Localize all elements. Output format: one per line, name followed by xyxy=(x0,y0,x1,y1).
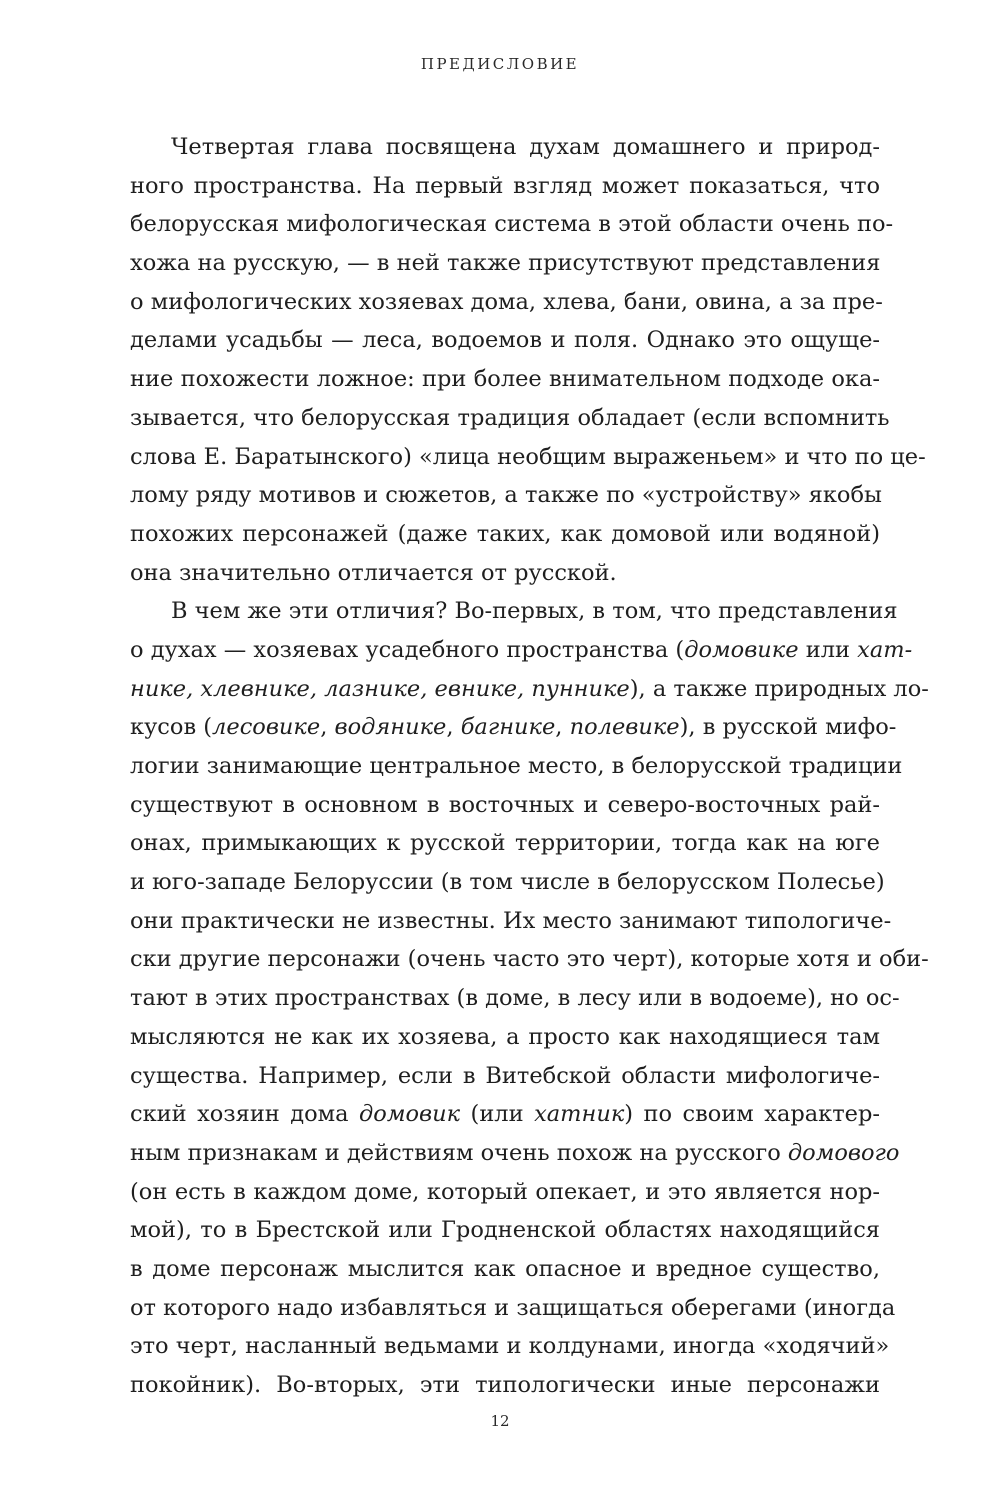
text-run: онах, примыкающих к русской территории, тогда как на юге xyxy=(130,830,880,857)
text-run: белорусская мифологическая система в этой области очень по- xyxy=(130,211,894,238)
text-line xyxy=(130,1057,880,1096)
text-run: существа. Например, если в Витебской области мифологиче- xyxy=(130,1062,880,1089)
italic-term: хат- xyxy=(857,636,913,663)
text-line xyxy=(130,1327,890,1366)
text-line xyxy=(130,940,929,979)
text-line xyxy=(130,167,880,206)
text-line xyxy=(130,399,890,438)
text-run: Четвертая глава посвящена духам домашнего и природ- xyxy=(171,134,880,160)
text-line xyxy=(130,1018,880,1057)
text-line xyxy=(130,786,880,825)
text-run: и юго-западе Белоруссии (в том числе в белорусском Полесье) xyxy=(130,869,885,896)
text-run: она значительно отличается от русской. xyxy=(130,559,617,586)
text-run: о духах — хозяевах усадебного пространства ( xyxy=(130,636,685,663)
text-line xyxy=(130,1366,880,1405)
running-head: ПРЕДИСЛОВИЕ xyxy=(420,55,580,73)
text-run: от которого надо избавляться и защищаться оберегами (иногда xyxy=(130,1294,896,1321)
text-run: в доме персонаж мыслится как опасное и вредное существо, xyxy=(130,1255,880,1282)
text-line xyxy=(130,592,898,631)
text-line xyxy=(130,1211,880,1250)
text-run: зывается, что белорусская традиция обладает (если вспомнить xyxy=(130,404,890,431)
text-run: мой), то в Брестской или Гродненской областях находящийся xyxy=(130,1217,880,1244)
text-line xyxy=(130,631,913,670)
text-run: о мифологических хозяевах дома, хлева, бани, овина, а за пре- xyxy=(130,288,883,315)
text-run: покойник). Во-вторых, эти типологически иные персонажи xyxy=(130,1372,880,1398)
text-line xyxy=(130,1250,880,1289)
text-run: хожа на русскую, — в ней также присутствуют представления xyxy=(130,250,881,277)
text-line xyxy=(130,321,880,360)
text-run: или xyxy=(798,636,858,663)
text-run: , xyxy=(320,714,335,741)
text-run: (он есть в каждом доме, который опекает, и это является нор- xyxy=(130,1178,880,1205)
text-run: ным признакам и действиям очень похож на русского xyxy=(130,1139,788,1166)
italic-term: нике, хлевнике, лазнике, евнике, пуннике xyxy=(130,675,630,702)
text-run: делами усадьбы — леса, водоемов и поля. Однако это ощуще- xyxy=(130,327,880,354)
text-line xyxy=(130,902,892,941)
page-number: 12 xyxy=(490,1412,510,1430)
text-line xyxy=(130,1173,880,1212)
text-line xyxy=(130,863,885,902)
text-run: тают в этих пространствах (в доме, в лесу или в водоеме), но ос- xyxy=(130,985,900,1012)
text-run: , xyxy=(446,714,461,741)
text-line xyxy=(130,128,880,167)
text-line xyxy=(130,283,883,322)
text-line xyxy=(130,476,880,515)
italic-term: хатник xyxy=(534,1101,625,1128)
text-line xyxy=(130,438,926,477)
text-line xyxy=(130,708,897,747)
text-run: слова Е. Баратынского) «лица необщим выраженьем» и что по це- xyxy=(130,443,926,470)
text-run: кусов ( xyxy=(130,714,213,741)
text-run: (или xyxy=(460,1101,535,1128)
text-run: похожих персонажей (даже таких, как домовой или водяной) xyxy=(130,520,880,547)
text-line xyxy=(130,515,880,554)
text-run: ), а также природных ло- xyxy=(629,675,929,702)
text-line xyxy=(130,747,903,786)
italic-term: багнике xyxy=(460,714,556,741)
text-run: ние похожести ложное: при более внимательном подходе ока- xyxy=(130,366,880,393)
italic-term: полевике xyxy=(569,714,680,741)
text-line xyxy=(130,1095,880,1134)
text-run: логии занимающие центральное место, в белорусской традиции xyxy=(130,753,903,779)
italic-term: домового xyxy=(787,1139,900,1166)
text-run: ски другие персонажи (очень часто это черт), которые хотя и оби- xyxy=(130,946,929,973)
text-line xyxy=(130,554,880,593)
text-run: лому ряду мотивов и сюжетов, а также по «устройству» якобы xyxy=(130,482,882,509)
text-run: ), в русской мифо- xyxy=(679,714,897,741)
text-run: ский хозяин дома xyxy=(130,1101,360,1128)
text-run: они практически не известны. Их место занимают типологиче- xyxy=(130,907,892,934)
text-line xyxy=(130,979,900,1018)
text-line xyxy=(130,360,880,399)
text-line xyxy=(130,1134,900,1173)
text-run: , xyxy=(555,714,570,741)
text-line xyxy=(130,1289,896,1328)
text-run: существуют в основном в восточных и северо-восточных рай- xyxy=(130,791,880,818)
text-run: мысляются не как их хозяева, а просто как находящиеся там xyxy=(130,1023,880,1050)
text-run: это черт, насланный ведьмами и колдунами, иногда «ходячий» xyxy=(130,1333,890,1360)
text-line xyxy=(130,670,929,709)
text-run: В чем же эти отличия? Во-первых, в том, что представления xyxy=(171,598,898,625)
italic-term: домовик xyxy=(359,1101,461,1128)
italic-term: лесовике xyxy=(212,714,321,741)
text-run: ) по своим характер- xyxy=(624,1101,881,1128)
italic-term: домовике xyxy=(684,636,799,663)
text-line xyxy=(130,244,880,283)
italic-term: водянике xyxy=(334,714,447,741)
text-line xyxy=(130,824,880,863)
text-run: ного пространства. На первый взгляд может показаться, что xyxy=(130,172,880,199)
text-line xyxy=(130,205,894,244)
body-text xyxy=(130,128,929,1405)
